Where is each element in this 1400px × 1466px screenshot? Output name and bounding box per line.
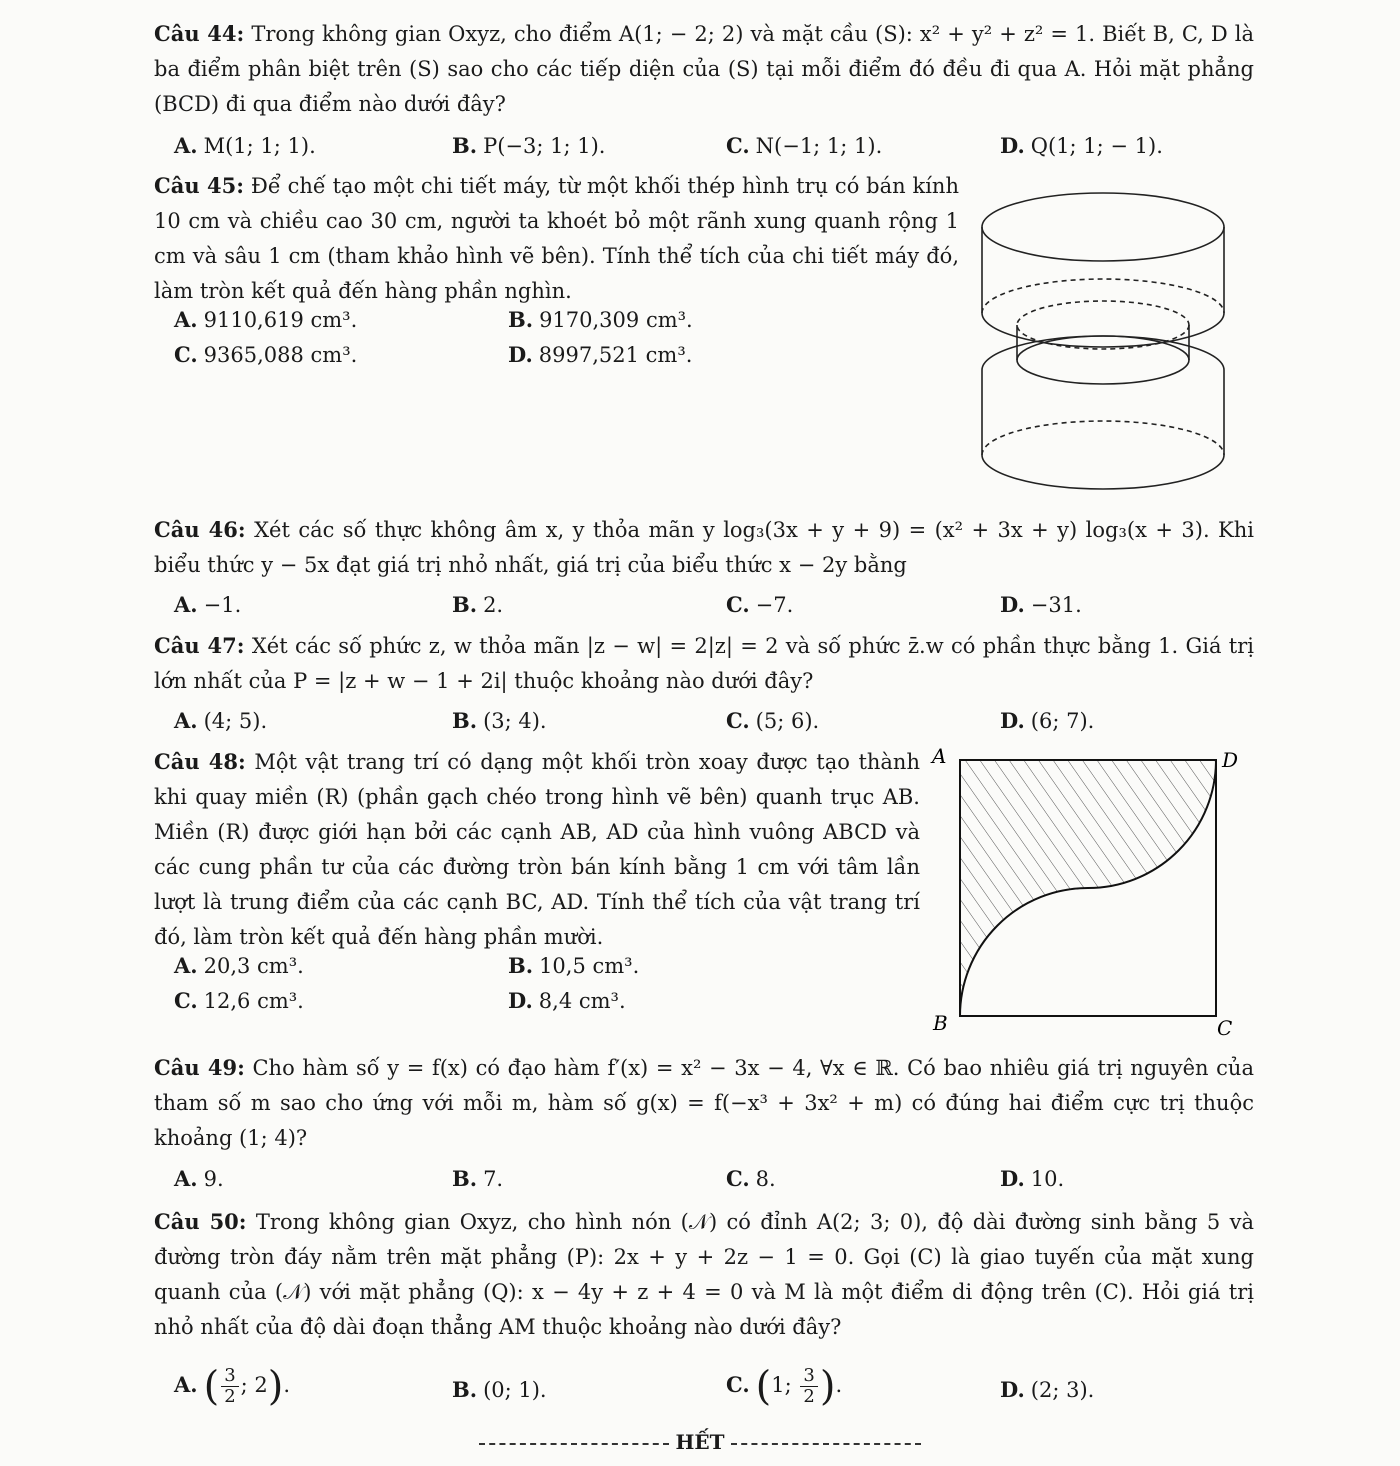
question-47 [154,628,1254,699]
question-label: Câu 47: [154,633,245,658]
option-c[interactable]: C. N(−1; 1; 1). [726,133,883,158]
option-a[interactable]: A. 20,3 cm³. [174,953,304,978]
cylinder-figure [972,185,1234,510]
option-d[interactable]: D. 10. [1000,1166,1065,1191]
option-c[interactable]: C. (1; $\frac{3}{2}$ ). [726,1363,843,1410]
option-d[interactable]: D. (6; 7). [1000,708,1095,733]
question-text: Để chế tạo một chi tiết máy, từ một khối thép hình trụ có bán kính 10 cm và chiều cao 30 cm, người ta khoét bỏ một rãnh xung quanh rộng 1 cm và sâu 1 cm (tham khảo hình vẽ bên). Tính thể tích của chi tiết máy đó, làm tròn kết quả đến hàng phần nghìn. [154,174,959,303]
option-a[interactable]: A. −1. [174,592,242,617]
divider [731,1443,921,1445]
question-45 [154,168,959,309]
option-a[interactable]: A. 9. [174,1166,224,1191]
fraction: $\frac{3}{2}$ [800,1366,817,1407]
question-label: Câu 50: [154,1209,247,1234]
option-c[interactable]: C. (5; 6). [726,708,820,733]
option-d[interactable]: D. 8997,521 cm³. [508,342,693,367]
question-label: Câu 49: [154,1055,245,1080]
option-c[interactable]: C. 8. [726,1166,776,1191]
label-c: C [1217,1016,1233,1040]
option-b[interactable]: B. 9170,309 cm³. [508,307,693,332]
question-49 [154,1050,1254,1156]
option-b[interactable]: B. (3; 4). [452,708,547,733]
question-text: Trong không gian Oxyz, cho điểm A(1; − 2; 2) và mặt cầu (S): x² + y² + z² = 1. Biết B, C, D là ba điểm phân biệt trên (S) sao cho các tiếp diện của (S) tại mỗi điểm đó đều đi qua A. Hỏi mặt phẳng (BCD) đi qua điểm nào dưới đây? [154,22,1254,116]
label-d: D [1222,748,1239,772]
option-c[interactable]: C. 9365,088 cm³. [174,342,358,367]
option-c[interactable]: C. 12,6 cm³. [174,988,304,1013]
label-b: B [933,1011,948,1035]
option-b[interactable]: B. 2. [452,592,504,617]
question-48 [154,744,920,955]
option-c[interactable]: C. −7. [726,592,794,617]
question-text: Xét các số thực không âm x, y thỏa mãn y log₃(3x + y + 9) = (x² + 3x + y) log₃(x + 3). Khi biểu thức y − 5x đạt giá trị nhỏ nhất, giá trị của biểu thức x − 2y bằng [154,518,1254,577]
option-d[interactable]: D. −31. [1000,592,1082,617]
divider [479,1443,669,1445]
option-d[interactable]: D. (2; 3). [1000,1377,1095,1402]
square-figure [925,745,1245,1040]
option-a[interactable]: A. 9110,619 cm³. [174,307,358,332]
question-label: Câu 45: [154,173,245,198]
option-d[interactable]: D. Q(1; 1; − 1). [1000,133,1163,158]
end-text: HẾT [675,1430,725,1454]
option-a[interactable]: A. ( $\frac{3}{2}$ ; 2). [174,1363,291,1410]
option-b[interactable]: B. P(−3; 1; 1). [452,133,606,158]
question-text: Xét các số phức z, w thỏa mãn |z − w| = 2|z| = 2 và số phức z̄.w có phần thực bằng 1. Giá trị lớn nhất của P = |z + w − 1 + 2i| thuộc khoảng nào dưới đây? [154,634,1254,693]
end-marker [455,1430,945,1454]
option-a[interactable]: A. M(1; 1; 1). [174,133,316,158]
question-text: Một vật trang trí có dạng một khối tròn xoay được tạo thành khi quay miền (R) (phần gạch chéo trong hình vẽ bên) quanh trục AB. Miền (R) được giới hạn bởi các cạnh AB, AD của hình vuông ABCD và các cung phần tư của các đường tròn bán kính bằng 1 cm với tâm lần lượt là trung điểm của các cạnh BC, AD. Tính thể tích của vật trang trí đó, làm tròn kết quả đến hàng phần mười. [154,750,920,949]
question-50 [154,1204,1254,1345]
question-text: Cho hàm số y = f(x) có đạo hàm f′(x) = x² − 3x − 4, ∀x ∈ ℝ. Có bao nhiêu giá trị nguyên của tham số m sao cho ứng với mỗi m, hàm số g(x) = f(−x³ + 3x² + m) có đúng hai điểm cực trị thuộc khoảng (1; 4)? [154,1056,1254,1150]
fraction: $\frac{3}{2}$ [221,1366,238,1407]
question-label: Câu 44: [154,21,245,46]
option-d[interactable]: D. 8,4 cm³. [508,988,626,1013]
question-label: Câu 46: [154,517,246,542]
question-46 [154,512,1254,583]
option-a[interactable]: A. (4; 5). [174,708,268,733]
question-label: Câu 48: [154,749,246,774]
question-text: Trong không gian Oxyz, cho hình nón (𝒩) có đỉnh A(2; 3; 0), độ dài đường sinh bằng 5 và đường tròn đáy nằm trên mặt phẳng (P): 2x + y + 2z − 1 = 0. Gọi (C) là giao tuyến của mặt xung quanh của (𝒩) với mặt phẳng (Q): x − 4y + z + 4 = 0 và M là một điểm di động trên (C). Hỏi giá trị nhỏ nhất của độ dài đoạn thẳng AM thuộc khoảng nào dưới đây? [154,1210,1254,1339]
question-44 [154,16,1254,122]
label-a: A [932,745,947,768]
option-b[interactable]: B. 7. [452,1166,504,1191]
option-b[interactable]: B. (0; 1). [452,1377,547,1402]
option-b[interactable]: B. 10,5 cm³. [508,953,640,978]
